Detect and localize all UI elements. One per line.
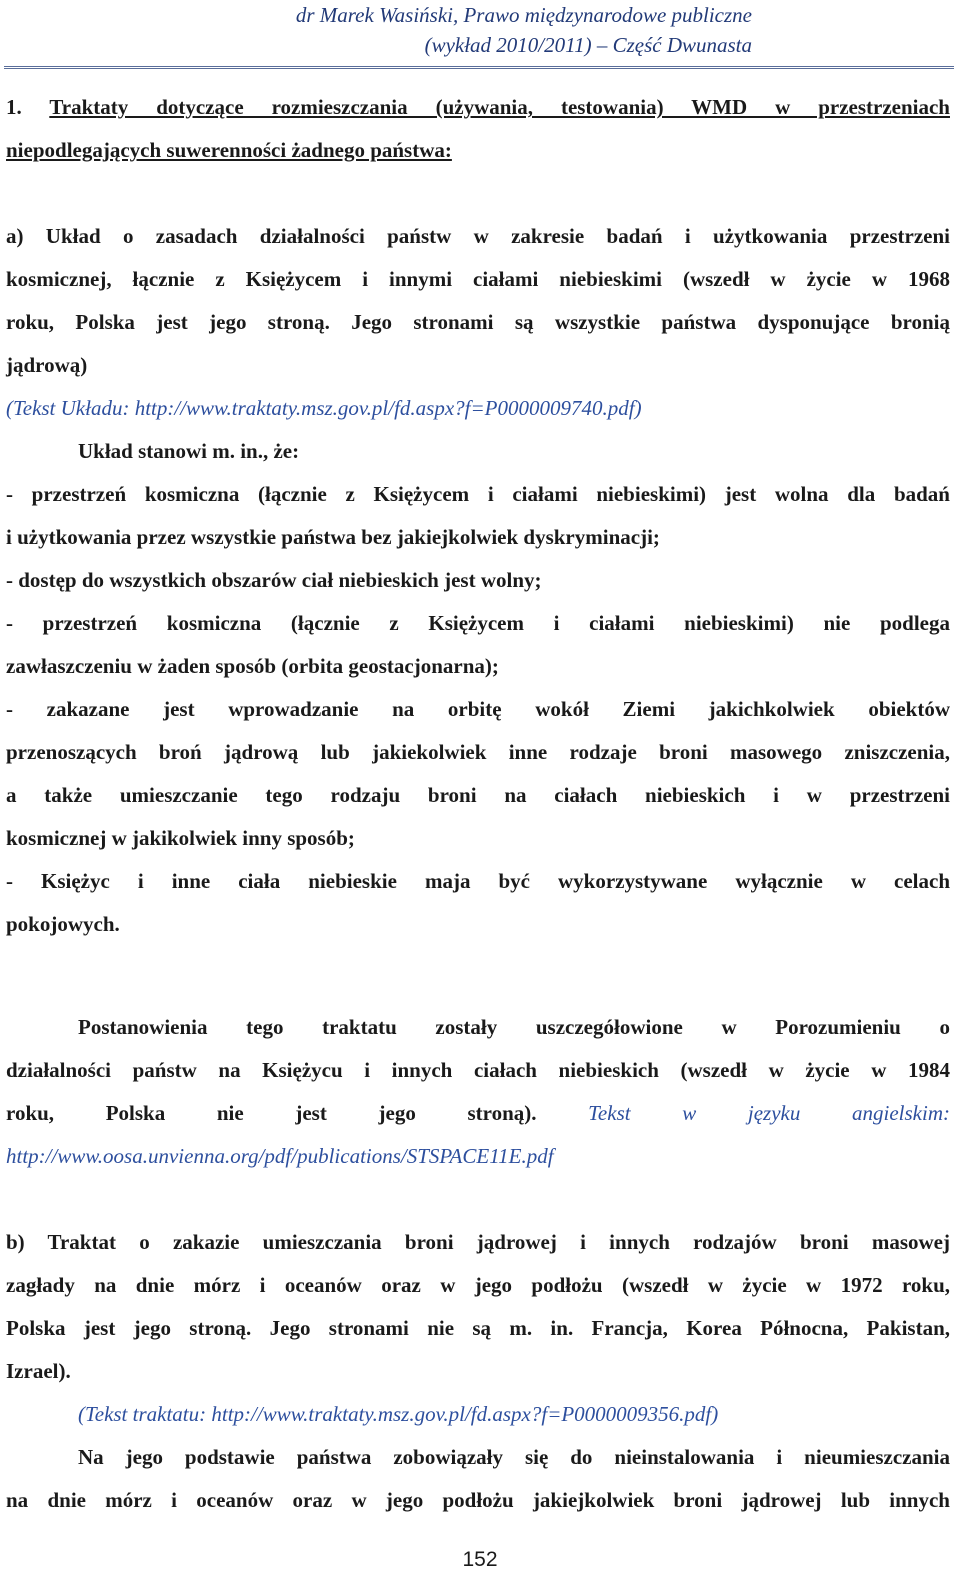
section-heading-line-1: [6, 86, 950, 129]
header-line-2: (wykład 2010/2011) – Część Dwunasta: [424, 33, 752, 57]
list-item: - dostęp do wszystkich obszarów ciał niebieskich jest wolny;: [6, 568, 542, 592]
treaty-a-line-1: a) Układ o zasadach działalności państw w zakresie badań i użytkowania przestrzeni: [6, 224, 950, 248]
list-item: i użytkowania przez wszystkie państwa bez jakiejkolwiek dyskryminacji;: [6, 525, 660, 549]
header-divider: [4, 66, 954, 69]
list-item: kosmicznej w jakikolwiek inny sposób;: [6, 826, 355, 850]
list-item: - Księżyc i inne ciała niebieskie maja być wykorzystywane wyłącznie w celach: [6, 869, 950, 893]
section-number: 1.: [6, 95, 22, 119]
moon-agreement-line-2: działalności państw na Księżycu i innych ciałach niebieskich (wszedł w życie w 1984: [6, 1058, 950, 1082]
moon-agreement-link[interactable]: http://www.oosa.unvienna.org/pdf/publications/STSPACE11E.pdf: [6, 1144, 554, 1168]
list-item: a także umieszczanie tego rodzaju broni na ciałach niebieskich i w przestrzeni: [6, 783, 950, 807]
header-line-1: dr Marek Wasiński, Prawo międzynarodowe publiczne: [295, 3, 752, 27]
treaty-b-line-4: Izrael).: [6, 1359, 71, 1383]
english-text-link-label[interactable]: Tekst w języku angielskim:: [588, 1101, 950, 1125]
list-item: przenoszących broń jądrową lub jakiekolwiek inne rodzaje broni masowego zniszczenia,: [6, 740, 950, 764]
section-heading-line-2: niepodlegających suwerenności żadnego państwa:: [6, 138, 452, 162]
section-title: Traktaty dotyczące rozmieszczania (używania, testowania) WMD w przestrzeniach: [49, 95, 950, 119]
treaty-a-line-3: roku, Polska jest jego stroną. Jego stronami są wszystkie państwa dysponujące bronią: [6, 310, 950, 334]
treaty-a-line-4: jądrową): [6, 353, 88, 377]
list-item: zawłaszczeniu w żaden sposób (orbita geostacjonarna);: [6, 654, 499, 678]
spacer: [6, 1178, 950, 1221]
spacer: [6, 946, 950, 1006]
page-body: [6, 86, 950, 1522]
treaty-a-text-link[interactable]: (Tekst Układu: http://www.traktaty.msz.gov.pl/fd.aspx?f=P0000009740.pdf): [6, 396, 642, 420]
treaty-b-line-2: zagłady na dnie mórz i oceanów oraz w jego podłożu (wszedł w życie w 1972 roku,: [6, 1273, 950, 1297]
spacer: [6, 172, 950, 215]
list-item: pokojowych.: [6, 912, 120, 936]
running-header: [0, 0, 960, 62]
treaty-b-line-1: b) Traktat o zakazie umieszczania broni jądrowej i innych rodzajów broni masowej: [6, 1230, 950, 1254]
moon-agreement-line-1: Postanowienia tego traktatu zostały uszczegółowione w Porozumieniu o: [78, 1015, 950, 1039]
treaty-b-para-line-2: na dnie mórz i oceanów oraz w jego podłożu jakiejkolwiek broni jądrowej lub innych: [6, 1488, 950, 1512]
list-item: - zakazane jest wprowadzanie na orbitę wokół Ziemi jakichkolwiek obiektów: [6, 697, 950, 721]
list-item: - przestrzeń kosmiczna (łącznie z Księżycem i ciałami niebieskimi) jest wolna dla badań: [6, 482, 950, 506]
treaty-a-intro: Układ stanowi m. in., że:: [78, 439, 300, 463]
treaty-b-line-3: Polska jest jego stroną. Jego stronami nie są m. in. Francja, Korea Północna, Pakistan,: [6, 1316, 950, 1340]
list-item: - przestrzeń kosmiczna (łącznie z Księżycem i ciałami niebieskimi) nie podlega: [6, 611, 950, 635]
treaty-b-para-line-1: Na jego podstawie państwa zobowiązały się do nieinstalowania i nieumieszczania: [78, 1445, 950, 1469]
page-number: 152: [462, 1548, 498, 1571]
treaty-a-line-2: kosmicznej, łącznie z Księżycem i innymi ciałami niebieskimi (wszedł w życie w 1968: [6, 267, 950, 291]
moon-agreement-line-3: roku, Polska nie jest jego stroną). Tekst w języku angielskim:: [6, 1101, 950, 1125]
treaty-b-text-link[interactable]: (Tekst traktatu: http://www.traktaty.msz.gov.pl/fd.aspx?f=P0000009356.pdf): [78, 1402, 719, 1426]
